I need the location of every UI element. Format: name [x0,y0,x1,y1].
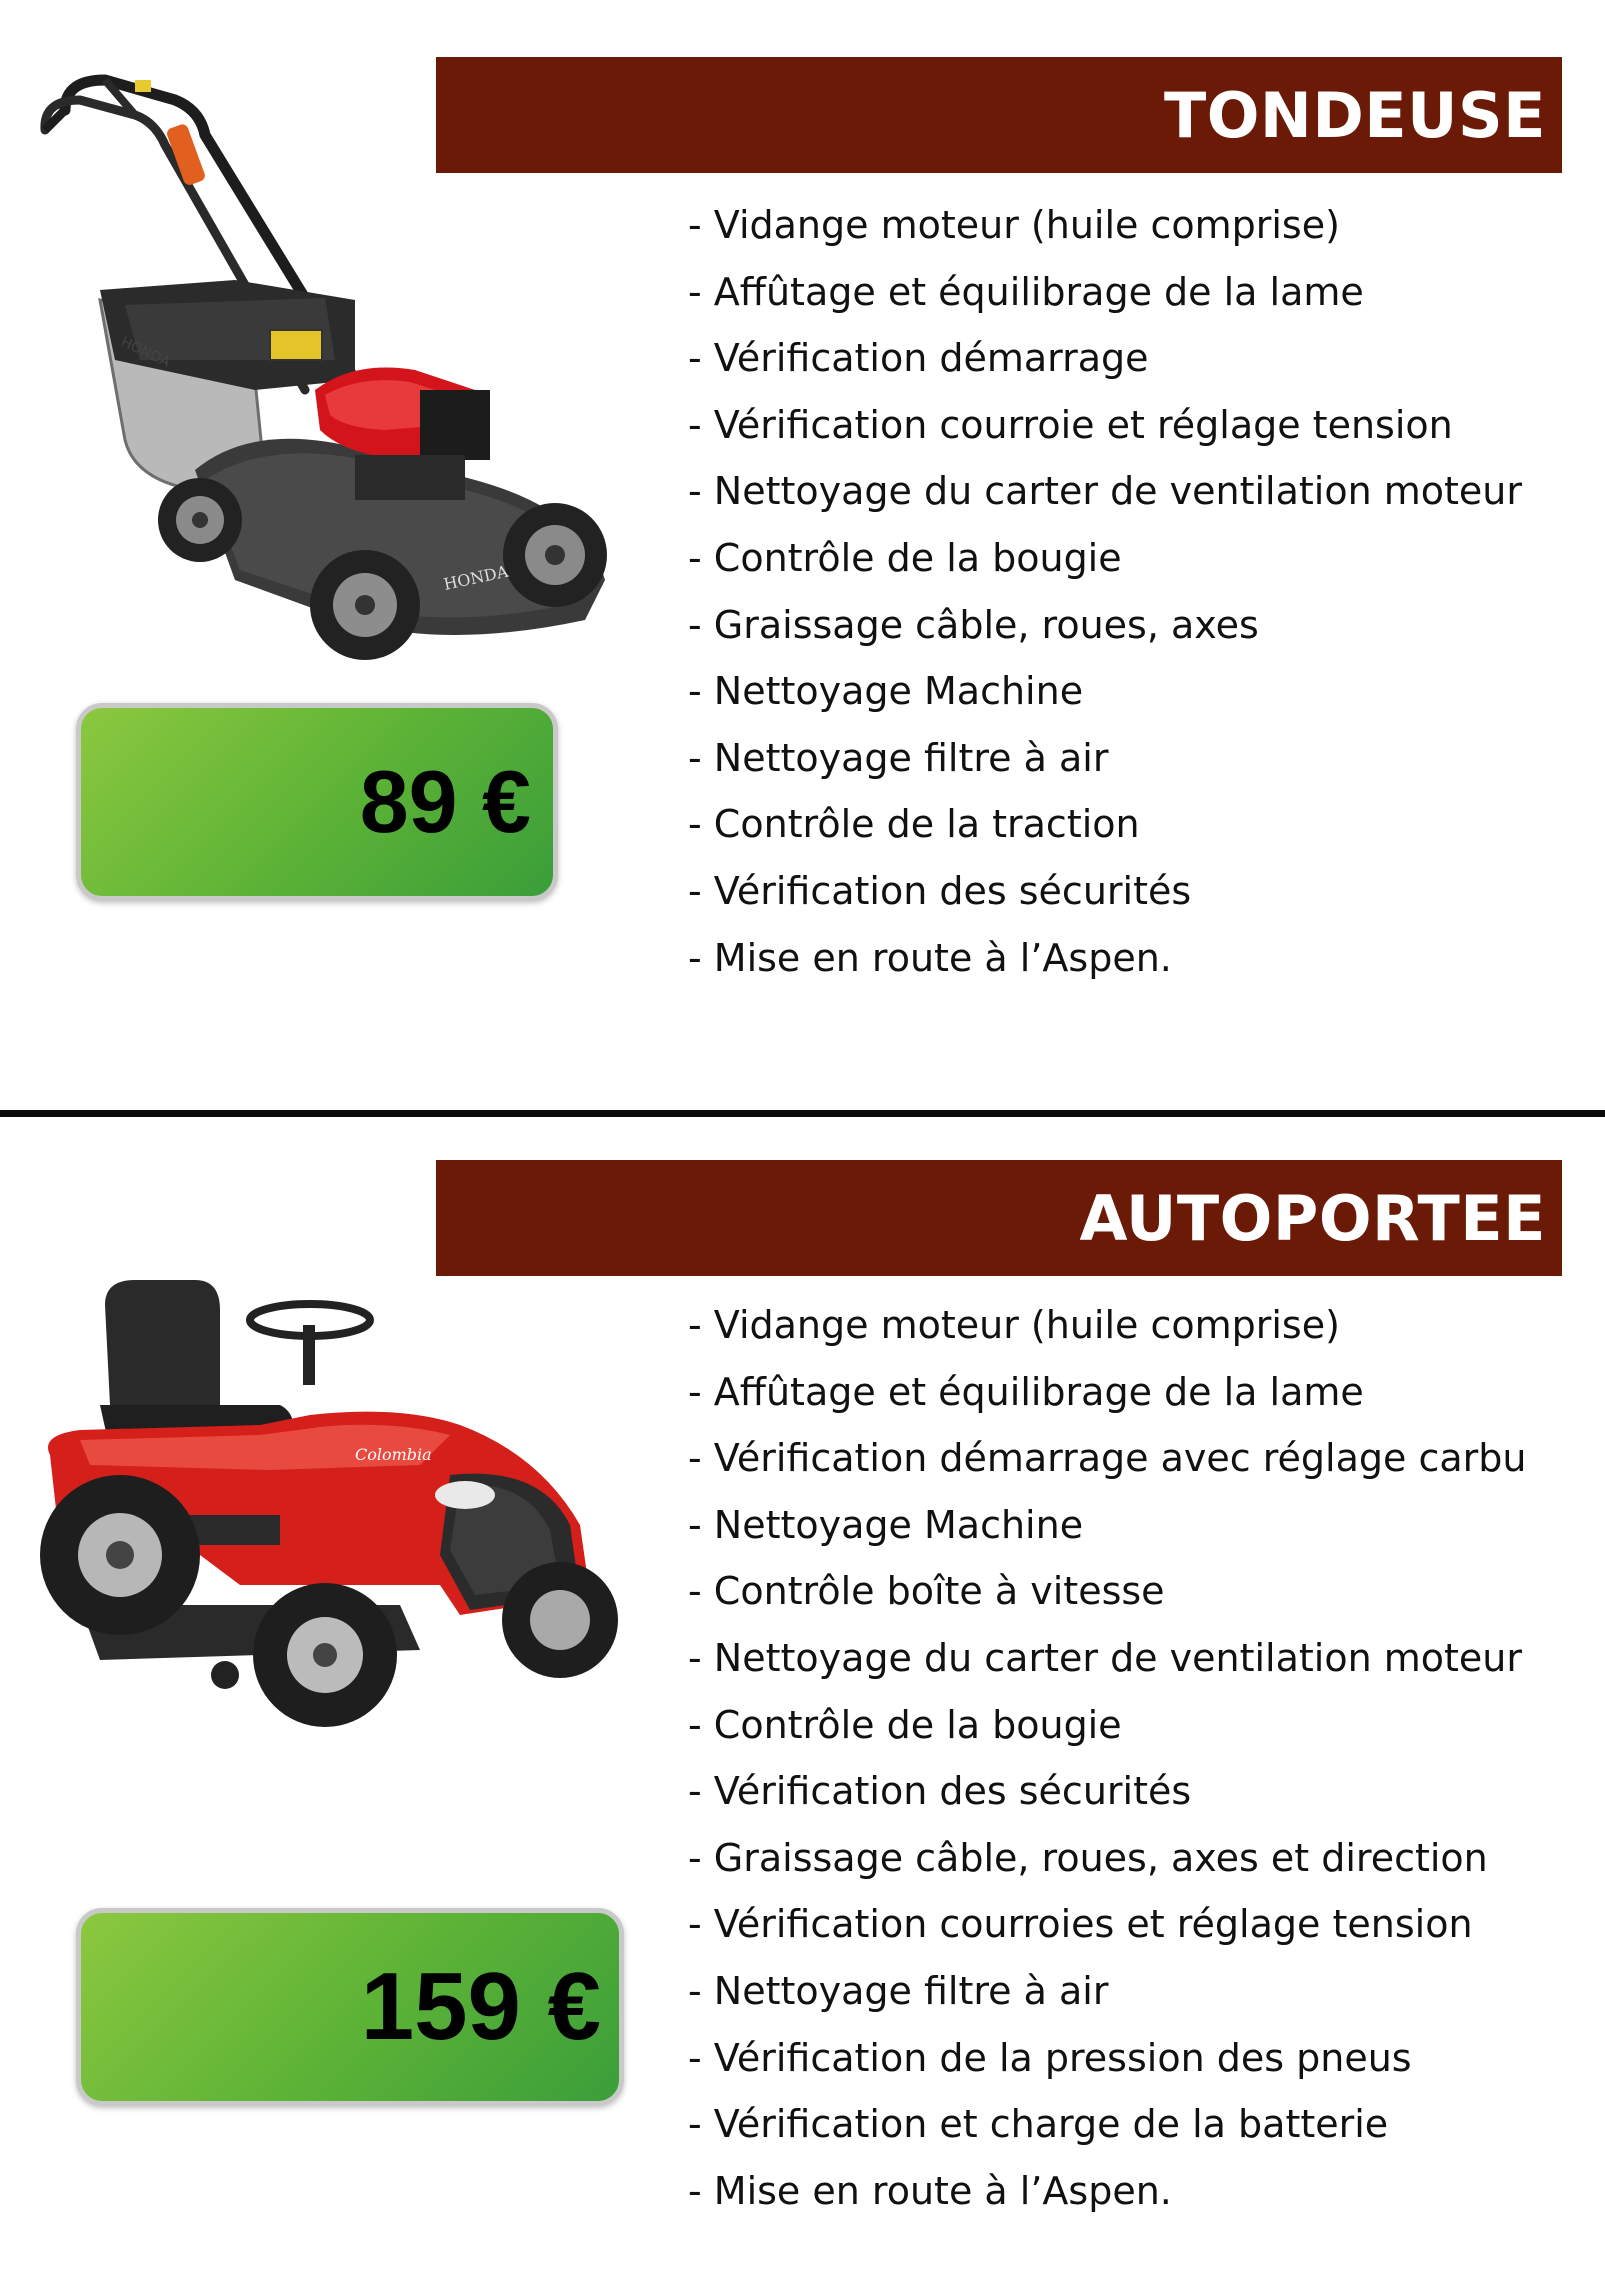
section-title: TONDEUSE [1163,78,1546,152]
list-item: - Vidange moteur (huile comprise) [688,1303,1340,1347]
svg-text:HONDA: HONDA [441,561,510,594]
list-item: - Vérification démarrage [688,336,1149,381]
list-item: - Vérification de la pression des pneus [688,2035,1412,2080]
list-item: - Nettoyage Machine [688,1502,1084,1547]
list-item: - Nettoyage du carter de ventilation moteur [688,469,1523,514]
section-title: AUTOPORTEE [1079,1181,1546,1255]
list-item: - Graissage câble, roues, axes [688,602,1259,647]
list-item: - Graissage câble, roues, axes et direction [688,1835,1488,1880]
mower-brand-text: HONDA [118,334,173,371]
price-badge [76,1908,624,2106]
tractor-brand-text: Colombia [355,1445,432,1464]
list-item: - Vidange moteur (huile comprise) [688,203,1340,247]
list-item: - Nettoyage filtre à air [688,1968,1109,2013]
autoportee-section [0,1115,1605,2289]
tondeuse-section [0,0,1605,1110]
list-item: - Mise en route à l’Aspen. [688,935,1172,980]
ride-on-mower-image [20,1265,640,1885]
list-item: - Nettoyage Machine [688,669,1084,714]
section-title-bar [436,1160,1562,1276]
list-item: - Vérification des sécurités [688,1769,1192,1814]
list-item: - Affûtage et équilibrage de la lame [688,269,1364,314]
list-item: - Vérification démarrage avec réglage carbu [688,1436,1527,1481]
section-title-bar [436,57,1562,173]
service-list [688,1292,1526,2224]
list-item: - Contrôle de la bougie [688,535,1122,580]
list-item: - Mise en route à l’Aspen. [688,2168,1172,2213]
list-item: - Vérification des sécurités [688,868,1192,913]
ride-on-tractor-icon [20,1265,640,1885]
list-item: - Vérification courroie et réglage tension [688,402,1453,447]
price-badge [76,703,558,901]
list-item: - Vérification courroies et réglage tension [688,1902,1473,1947]
service-list [688,192,1522,991]
price-label: 159 € [360,1953,601,2060]
list-item: - Vérification et charge de la batterie [688,2102,1389,2147]
list-item: - Nettoyage filtre à air [688,735,1109,780]
list-item: - Nettoyage du carter de ventilation moteur [688,1635,1523,1680]
price-label: 89 € [359,752,531,851]
list-item: - Contrôle de la bougie [688,1702,1122,1747]
list-item: - Contrôle de la traction [688,802,1140,847]
list-item: - Affûtage et équilibrage de la lame [688,1369,1364,1414]
list-item: - Contrôle boîte à vitesse [688,1569,1165,1614]
